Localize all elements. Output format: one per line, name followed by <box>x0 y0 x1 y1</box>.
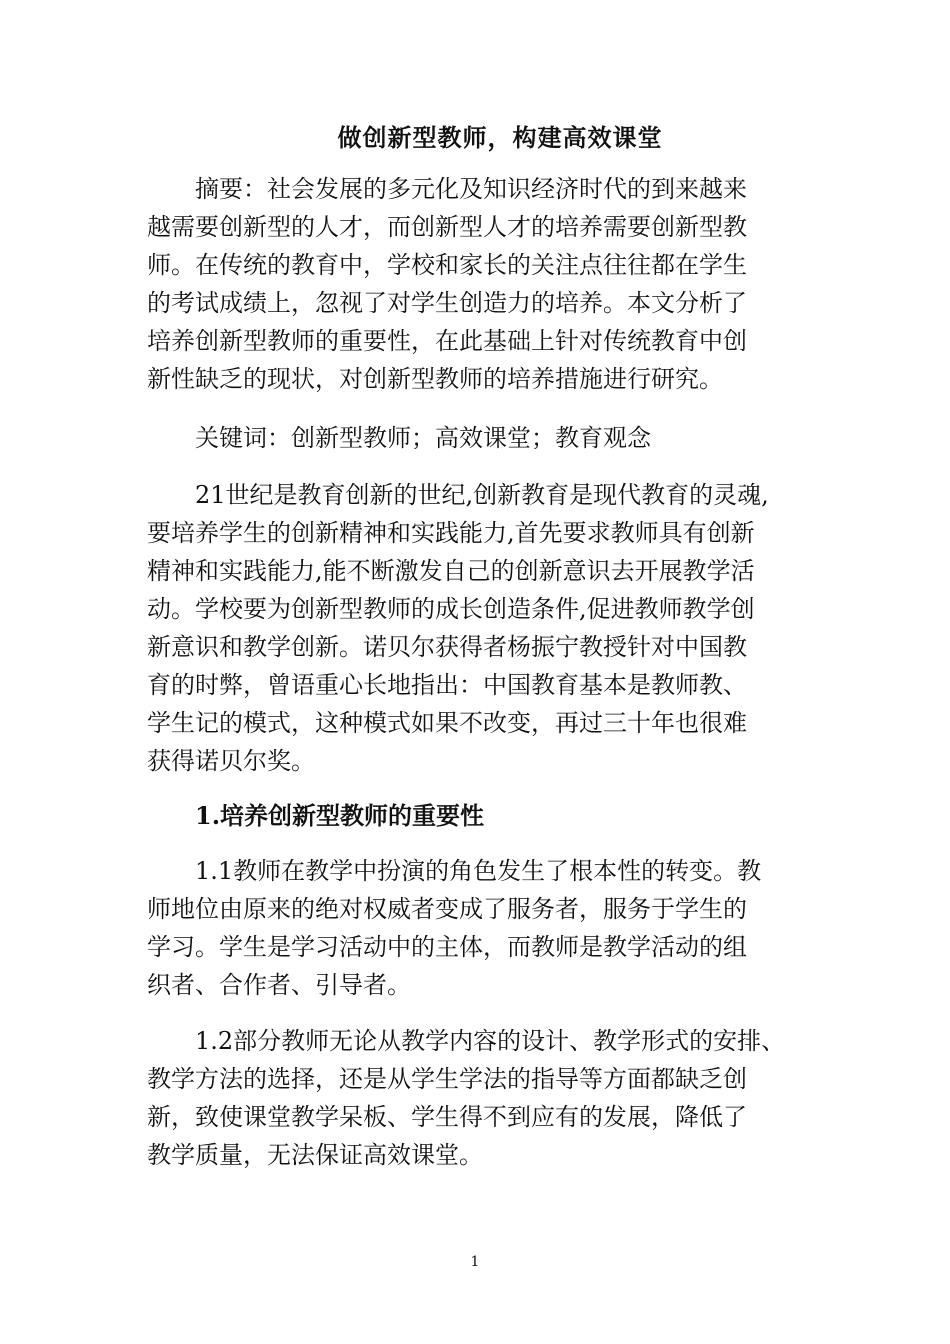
paragraph-line: 1.1教师在教学中扮演的角色发生了根本性的转变。教 <box>195 857 762 885</box>
intro-line: 动。学校要为创新型教师的成长创造条件,促进教师教学创 <box>147 595 755 623</box>
intro-line: 新意识和教学创新。诺贝尔获得者杨振宁教授针对中国教 <box>147 633 747 661</box>
page-number: 1 <box>470 1254 480 1270</box>
intro-line: 要培养学生的创新精神和实践能力,首先要求教师具有创新 <box>147 519 755 547</box>
paragraph-line: 师地位由原来的绝对权威者变成了服务者，服务于学生的 <box>147 895 747 923</box>
paragraph-1-1 <box>147 852 827 1004</box>
intro-paragraph <box>147 476 827 780</box>
paragraph-line: 学习。学生是学习活动中的主体，而教师是教学活动的组 <box>147 933 747 961</box>
intro-line: 育的时弊，曾语重心长地指出：中国教育基本是教师教、 <box>147 671 747 699</box>
abstract-line: 培养创新型教师的重要性，在此基础上针对传统教育中创 <box>147 327 747 355</box>
paragraph-line: 教学方法的选择，还是从学生学法的指导等方面都缺乏创 <box>147 1065 747 1093</box>
abstract-line: 摘要：社会发展的多元化及知识经济时代的到来越来 <box>195 175 747 203</box>
intro-line: 获得诺贝尔奖。 <box>147 747 315 775</box>
paragraph-line: 教学质量，无法保证高效课堂。 <box>147 1141 483 1169</box>
intro-line: 学生记的模式，这种模式如果不改变，再过三十年也很难 <box>147 709 747 737</box>
abstract-line: 的考试成绩上，忽视了对学生创造力的培养。本文分析了 <box>147 289 747 317</box>
paragraph-line: 新，致使课堂教学呆板、学生得不到应有的发展，降低了 <box>147 1103 747 1131</box>
abstract-line: 师。在传统的教育中，学校和家长的关注点往往都在学生 <box>147 251 747 279</box>
intro-line: 精神和实践能力,能不断激发自己的创新意识去开展教学活 <box>147 557 755 585</box>
abstract-line: 新性缺乏的现状，对创新型教师的培养措施进行研究。 <box>147 365 723 393</box>
document-title: 做创新型教师，构建高效课堂 <box>337 123 663 152</box>
section-1-heading-block <box>147 797 827 835</box>
paragraph-1-2 <box>147 1022 827 1174</box>
paragraph-line: 1.2部分教师无论从教学内容的设计、教学形式的安排、 <box>195 1027 786 1055</box>
paragraph-line: 织者、合作者、引导者。 <box>147 971 411 999</box>
section-heading: 1.培养创新型教师的重要性 <box>195 801 485 830</box>
intro-line: 21世纪是教育创新的世纪,创新教育是现代教育的灵魂, <box>195 481 769 509</box>
abstract-paragraph <box>147 170 827 398</box>
abstract-line: 越需要创新型的人才，而创新型人才的培养需要创新型教 <box>147 213 747 241</box>
keywords-paragraph <box>147 419 827 457</box>
keywords-line: 关键词：创新型教师；高效课堂；教育观念 <box>195 424 651 452</box>
